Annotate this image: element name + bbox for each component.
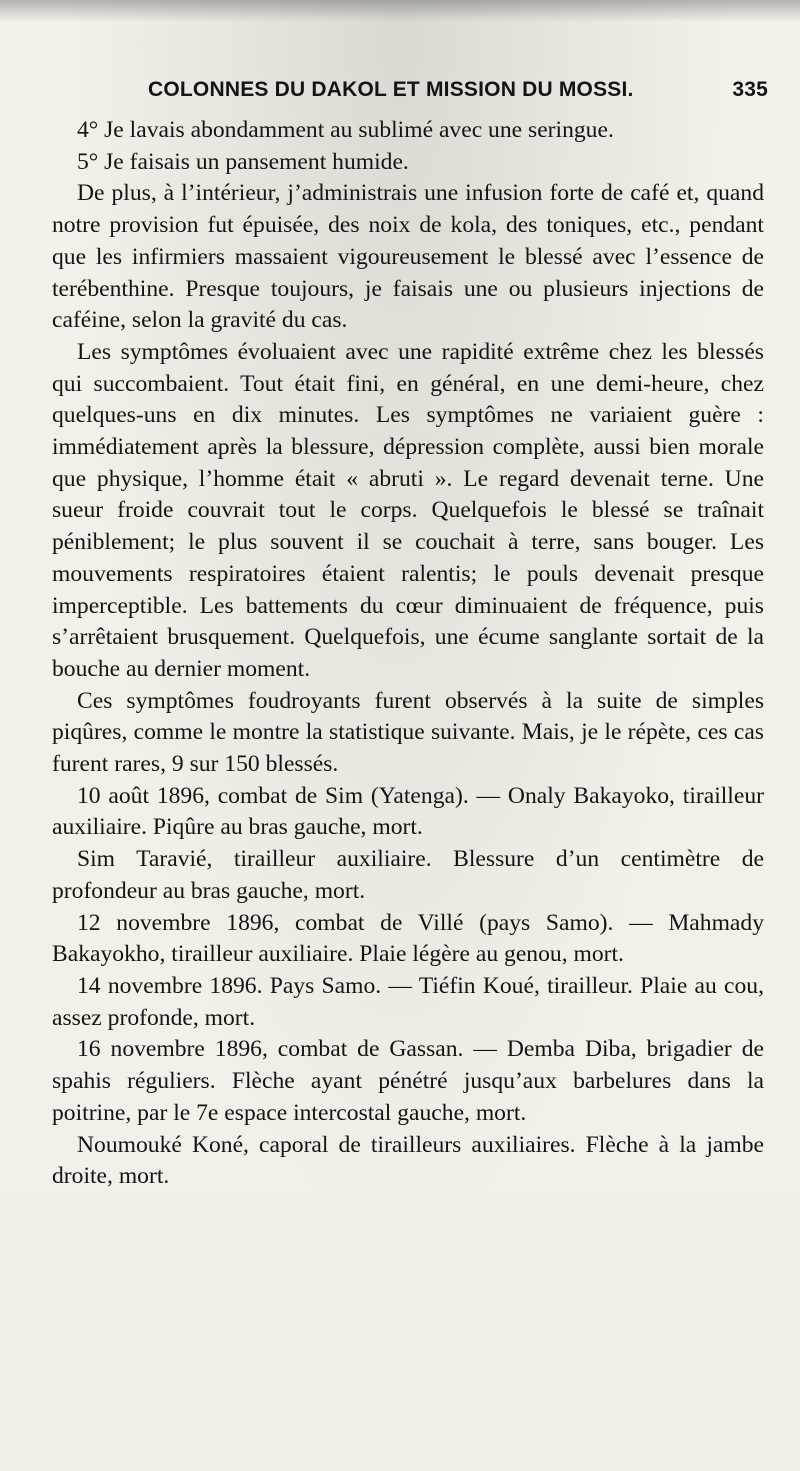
body-text (52, 115, 764, 1193)
paragraph-statistics-intro: Ces symptômes foudroyants furent observés à la suite de simples piqûres, comme le montre la statistique suivante. Mais, je le répète, ces cas furent rares, 9 sur 150 blessés. (52, 687, 764, 778)
paragraph-case-ville: 12 novembre 1896, combat de Villé (pays Samo). — Mahmady Bakayokho, tirailleur auxiliaire. Plaie légère au genou, mort. (52, 909, 764, 968)
page-header (148, 78, 768, 108)
running-title: COLONNES DU DAKOL ET MISSION DU MOSSI. (148, 78, 634, 101)
paragraph-case-gassan: 16 novembre 1896, combat de Gassan. — Demba Diba, brigadier de spahis réguliers. Flèche ayant pénétré jusqu’aux barbelures dans la poitrine, par le 7e espace intercostal gauche, mort. (52, 1036, 764, 1126)
scan-edge-shadow (0, 0, 800, 22)
paragraph-symptoms: Les symptômes évoluaient avec une rapidité extrême chez les blessés qui succombaient. Tout était fini, en général, en une demi-heure, chez quelques-uns en dix minutes. Les symptômes ne variaient guère : immédiatement après la blessure, dépression complète, aussi bien morale que physique, l’homme était « abruti ». Le regard devenait terne. Une sueur froide couvrait tout le corps. Quelquefois le blessé se traînait péniblement; le plus souvent il se couchait à terre, sans bouger. Les mouvements respiratoires étaient ralentis; le pouls devenait presque imperceptible. Les battements du cœur diminuaient de fréquence, puis s’arrêtaient brusquement. Quelquefois, une écume sanglante sortait de la bouche au dernier moment. (52, 338, 764, 682)
paragraph-step-4: 4° Je lavais abondamment au sublimé avec une seringue. (77, 117, 614, 143)
paragraph-case-sim-1: 10 août 1896, combat de Sim (Yatenga). — Onaly Bakayoko, tirailleur auxiliaire. Piqûre au bras gauche, mort. (52, 782, 764, 841)
paragraph-case-noumouke: Noumouké Koné, caporal de tirailleurs auxiliaires. Flèche à la jambe droite, mort. (52, 1131, 764, 1190)
paragraph-case-samo: 14 novembre 1896. Pays Samo. — Tiéfin Koué, tirailleur. Plaie au cou, assez profonde, mort. (52, 972, 764, 1031)
page-number: 335 (732, 78, 768, 101)
paragraph-step-5: 5° Je faisais un pansement humide. (77, 148, 409, 175)
paragraph-case-sim-2: Sim Taravié, tirailleur auxiliaire. Blessure d’un centimètre de profondeur au bras gauche, mort. (52, 846, 764, 904)
paragraph-internal-treatment: De plus, à l’intérieur, j’administrais une infusion forte de café et, quand notre provision fut épuisée, des noix de kola, des toniques, etc., pendant que les infirmiers massaient vigoureusement le blessé avec l’essence de terébenthine. Presque toujours, je faisais une ou plusieurs injections de caféine, selon la gravité du cas. (52, 180, 764, 334)
